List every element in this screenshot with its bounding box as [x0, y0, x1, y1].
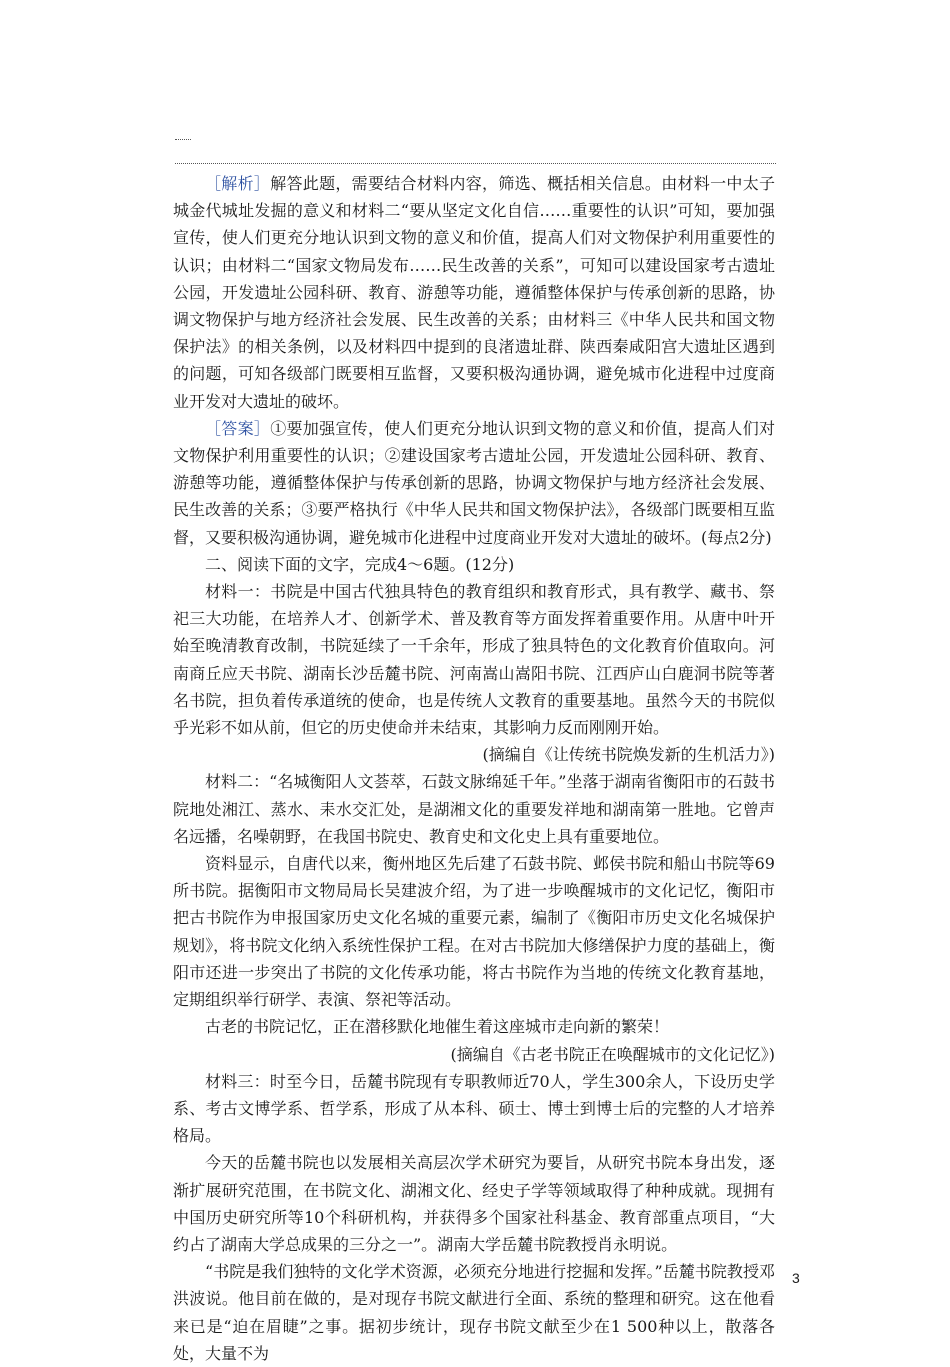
material3-paragraph-2: 今天的岳麓书院也以发展相关高层次学术研究为要旨，从研究书院本身出发，逐渐扩展研究范围，在书院文化、湖湘文化、经史子学等领域取得了种种成就。现拥有中国历史研究所等10个科研机构，并获得多个国家社科基金、教育部重点项目，“大约占了湖南大学总成果的三分之一”。湖南大学岳麓书院教授肖永明说。	[173, 1153, 775, 1254]
short-dotted-rule	[175, 139, 191, 140]
analysis-text: 解答此题，需要结合材料内容，筛选、概括相关信息。由材料一中太子城金代城址发掘的意义和材料二“要从坚定文化自信……重要性的认识”可知，要加强宣传，使人们更充分地认识到文物的意义和价值，提高人们对文物保护利用重要性的认识；由材料二“国家文物局发布……民生改善的关系”，可知可以建设国家考古遗址公园，开发遗址公园科研、教育、游憩等功能，遵循整体保护与传承创新的思路，协调文物保护与地方经济社会发展、民生改善的关系；由材料三《中华人民共和国文物保护法》的相关条例，以及材料四中提到的良渚遗址群、陕西秦咸阳宫大遗址区遇到的问题，可知各级部门既要相互监督，又要积极沟通协调，避免城市化进程中过度商业开发对大遗址的破坏。	[173, 174, 775, 411]
answer-tag: ［答案］	[205, 418, 271, 438]
section-heading: 二、阅读下面的文字，完成4～6题。(12分)	[205, 554, 515, 574]
material2-paragraph-3: 古老的书院记忆，正在潜移默化地催生着这座城市走向新的繁荣！	[205, 1017, 670, 1037]
page-content	[173, 170, 775, 1367]
material1-source: (摘编自《让传统书院焕发新的生机活力》)	[482, 745, 775, 765]
material2-paragraph-2: 资料显示，自唐代以来，衡州地区先后建了石鼓书院、邺侯书院和船山书院等69所书院。据衡阳市文物局局长吴建波介绍，为了进一步唤醒城市的文化记忆，衡阳市把古书院作为申报国家历史文化名城的重要元素，编制了《衡阳市历史文化名城保护规划》，将书院文化纳入系统性保护工程。在对古书院加大修缮保护力度的基础上，衡阳市还进一步突出了书院的文化传承功能，将古书院作为当地的传统文化教育基地，定期组织举行研学、表演、祭祀等活动。	[173, 854, 775, 1010]
analysis-tag: ［解析］	[205, 174, 271, 193]
answer-paragraph	[173, 415, 775, 551]
analysis-paragraph	[173, 170, 775, 415]
material2-source: (摘编自《古老书院正在唤醒城市的文化记忆》)	[450, 1044, 775, 1064]
answer-text: ①要加强宣传，使人们更充分地认识到文物的意义和价值，提高人们对文物保护利用重要性的认识；②建设国家考古遗址公园，开发遗址公园科研、教育、游憩等功能，遵循整体保护与传承创新的思路，协调文物保护与地方经济社会发展、民生改善的关系；③要严格执行《中华人民共和国文物保护法》，各级部门既要相互监督，又要积极沟通协调，避免城市化进程中过度商业开发对大遗址的破坏。(每点2分)	[173, 418, 775, 547]
material3-paragraph-1: 材料三：时至今日，岳麓书院现有专职教师近70人，学生300余人，下设历史学系、考古文博学系、哲学系，形成了从本科、硕士、博士到博士后的完整的人才培养格局。	[173, 1071, 775, 1146]
material2-paragraph-1: 材料二：“名城衡阳人文荟萃，石鼓文脉绵延千年。”坐落于湖南省衡阳市的石鼓书院地处湘江、蒸水、耒水交汇处，是湖湘文化的重要发祥地和湖南第一胜地。它曾声名远播，名噪朝野，在我国书院史、教育史和文化史上具有重要地位。	[173, 772, 775, 846]
page-number: 3	[792, 1270, 800, 1286]
material3-paragraph-3: “书院是我们独特的文化学术资源，必须充分地进行挖掘和发挥。”岳麓书院教授邓洪波说。他目前在做的，是对现存书院文献进行全面、系统的整理和研究。这在他看来已是“迫在眉睫”之事。据初步统计，现存书院文献至少在1 500种以上，散落各处，大量不为	[173, 1262, 775, 1363]
material1-text: 材料一：书院是中国古代独具特色的教育组织和教育形式，具有教学、藏书、祭祀三大功能，在培养人才、创新学术、普及教育等方面发挥着重要作用。从唐中叶开始至晚清教育改制，书院延续了一千余年，形成了独具特色的文化教育价值取向。河南商丘应天书院、湖南长沙岳麓书院、河南嵩山嵩阳书院、江西庐山白鹿洞书院等著名书院，担负着传承道统的使命，也是传统人文教育的重要基地。虽然今天的书院似乎光彩不如从前，但它的历史使命并未结束，其影响力反而刚刚开始。	[173, 582, 775, 738]
dotted-separator	[175, 163, 776, 164]
